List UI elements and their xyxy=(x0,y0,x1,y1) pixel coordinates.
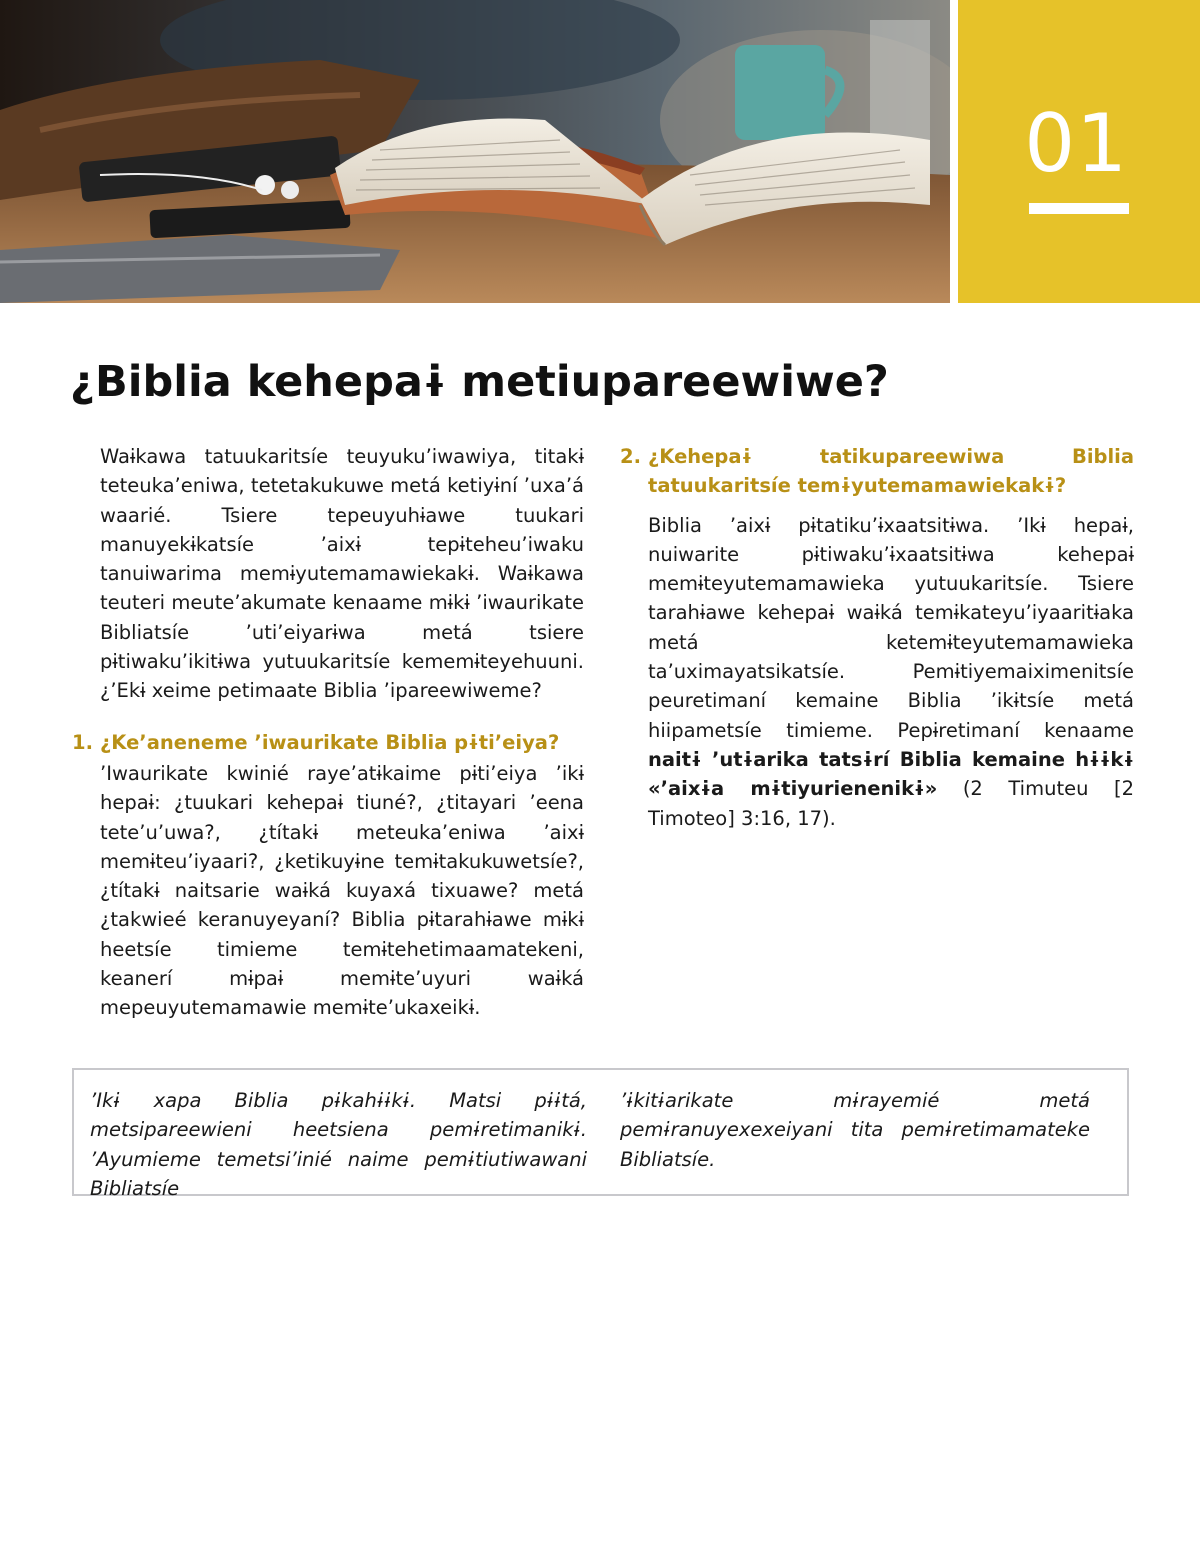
question-2-number: 2. xyxy=(620,445,641,468)
question-2-text: ¿Kehepaɨ tatikupareewiwa Biblia tatuukaritsíe temɨyutemamawiekakɨ? xyxy=(648,445,1134,498)
question-2 xyxy=(620,442,1134,501)
left-column xyxy=(72,442,584,1023)
note-box xyxy=(72,1068,1129,1200)
lesson-number: 01 xyxy=(1024,97,1128,190)
note-right-text: ’ɨkitɨarikate mɨrayemié metá pemɨranuyexexeiyani tita pemɨretimamateke Bibliatsíe. xyxy=(620,1089,1090,1171)
answer-2-bold: naitɨ ’utɨarika tatsɨrí Biblia kemaine hɨɨkɨ «’aixɨa mɨtiyurienenikɨ» xyxy=(648,747,1134,801)
question-1-text: ¿Ke’aneneme ’iwaurikate Biblia pɨti’eiya? xyxy=(100,730,560,754)
answer-2-citation: (2 Timuteu [2 Timoteo] 3:16, 17). xyxy=(648,777,1134,830)
lesson-number-badge xyxy=(958,0,1200,303)
answer-2 xyxy=(620,511,1134,833)
note-left-text: ’Ikɨ xapa Biblia pɨkahɨɨkɨ. Matsi pɨɨtá, metsipareewieni heetsiena pemɨretimanikɨ. ’Ayumieme temetsi’inié naime pemɨtiutiwawani Bibliatsíe xyxy=(90,1089,587,1200)
answer-1: ’Iwaurikate kwinié raye’atɨkaime pɨti’eiya ’ikɨ hepaɨ: ¿tuukari kehepaɨ tiuné?, ¿titayari ’eena tete’u’uwa?, ¿títakɨ meteuka’eniwa ’aixɨ memɨteu’iyaari?, ¿ketikuyɨne temɨtakukuwetsíe?, ¿títakɨ naitsarie waɨká kuyaxá tixuawe? metá ¿takwieé keranuyeyaní? Biblia pɨtarahɨawe mɨkɨ heetsíe timieme temɨtehetimaamatekeni, keanerí mɨpaɨ memɨte’uyuri waɨká mepeuyutemamawie memɨte’ukaxeikɨ. xyxy=(100,761,584,1020)
page-title: ¿Biblia kehepaɨ metiupareewiwe? xyxy=(70,357,889,407)
lesson-number-underline xyxy=(1029,203,1129,214)
intro-paragraph: Waɨkawa tatuukaritsíe teuyuku’iwawiya, titakɨ teteuka’eniwa, tetetakukuwe metá ketiyɨní ’uxa’á waarié. Tsiere tepeuyuhɨawe tuukari manuyekɨkatsíe ’aixɨ tepɨteheu’iwaku tanuiwarima memɨyutemamawiekakɨ. Waɨkawa teuteri meute’akumate kenaame mɨkɨ ’iwaurikate Bibliatsíe ’uti’eiyarɨwa metá tsiere pɨtiwaku’ikitɨwa yutuukaritsíe kememɨteyehuuni. ¿’Ekɨ xeime petimaate Biblia ’ipareewiweme? xyxy=(100,445,584,703)
header-photo xyxy=(0,0,950,303)
question-1 xyxy=(72,728,584,757)
right-column xyxy=(620,442,1134,833)
question-1-number: 1. xyxy=(72,730,93,754)
answer-2-start: Biblia ’aixɨ pɨtatiku’ɨxaatsitɨwa. ’Ikɨ hepaɨ, nuiwarite pɨtiwaku’ɨxaatsitɨwa kehepaɨ memɨteyutemamawieka yutuukaritsíe. Tsiere tarahɨawe kehepaɨ waɨká temɨkateyu’iyaaritɨaka metá ketemɨteyutemamawieka ta’uximayatsikatsíe. Pemɨtiyemaiximenitsíe peuretimaní kemaine Biblia ’ikɨtsíe metá hiipametsíe timieme. Pepɨretimaní kenaame xyxy=(648,513,1134,742)
open-bible-photo-icon xyxy=(0,0,950,303)
